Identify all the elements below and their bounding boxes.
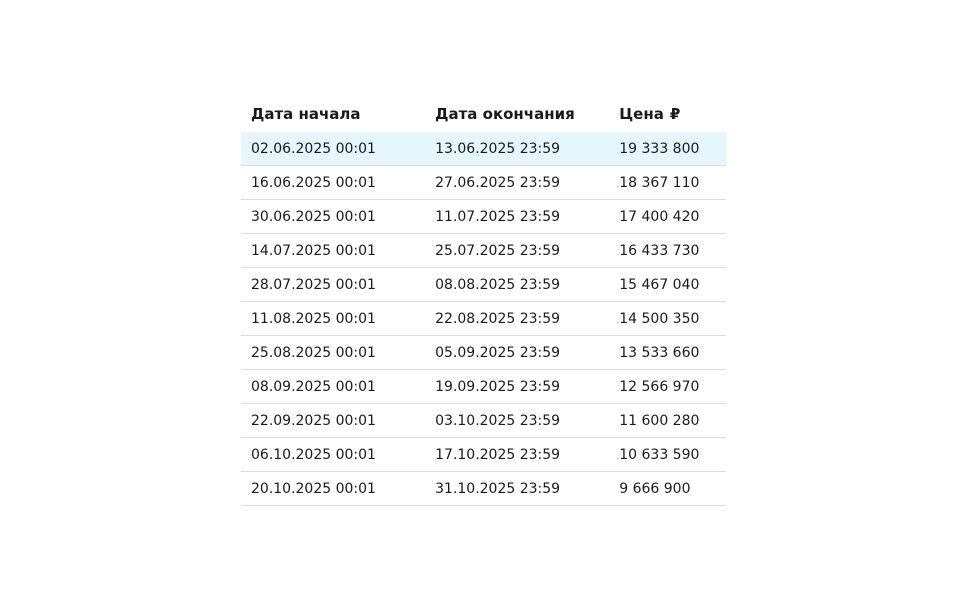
ruble-sign: ₽ — [669, 104, 681, 123]
header-price-label: Цена — [619, 104, 664, 123]
start-date-cell: 06.10.2025 00:01 — [241, 438, 425, 472]
end-date-cell: 11.07.2025 23:59 — [425, 200, 609, 234]
price-cell: 16 433 730 — [609, 234, 726, 268]
table-row — [241, 438, 726, 472]
start-date-cell: 14.07.2025 00:01 — [241, 234, 425, 268]
table-row — [241, 370, 726, 404]
end-date-cell: 13.06.2025 23:59 — [425, 132, 609, 166]
end-date-cell: 05.09.2025 23:59 — [425, 336, 609, 370]
header-row — [241, 95, 726, 132]
price-cell: 11 600 280 — [609, 404, 726, 438]
table-row — [241, 336, 726, 370]
price-cell: 13 533 660 — [609, 336, 726, 370]
table-header — [241, 95, 726, 132]
end-date-cell: 27.06.2025 23:59 — [425, 166, 609, 200]
start-date-cell: 28.07.2025 00:01 — [241, 268, 425, 302]
end-date-cell: 03.10.2025 23:59 — [425, 404, 609, 438]
start-date-cell: 02.06.2025 00:01 — [241, 132, 425, 166]
table-row — [241, 302, 726, 336]
end-date-cell: 19.09.2025 23:59 — [425, 370, 609, 404]
start-date-cell: 20.10.2025 00:01 — [241, 472, 425, 506]
start-date-cell: 25.08.2025 00:01 — [241, 336, 425, 370]
start-date-cell: 22.09.2025 00:01 — [241, 404, 425, 438]
table-row — [241, 200, 726, 234]
price-cell: 17 400 420 — [609, 200, 726, 234]
table-row — [241, 404, 726, 438]
table-row — [241, 472, 726, 506]
price-cell: 10 633 590 — [609, 438, 726, 472]
table-row — [241, 268, 726, 302]
start-date-cell: 11.08.2025 00:01 — [241, 302, 425, 336]
price-cell: 15 467 040 — [609, 268, 726, 302]
header-end-date: Дата окончания — [435, 104, 575, 123]
price-cell: 14 500 350 — [609, 302, 726, 336]
price-cell: 9 666 900 — [609, 472, 726, 506]
price-schedule-table — [241, 95, 726, 506]
end-date-cell: 31.10.2025 23:59 — [425, 472, 609, 506]
start-date-cell: 30.06.2025 00:01 — [241, 200, 425, 234]
table-row — [241, 166, 726, 200]
end-date-cell: 22.08.2025 23:59 — [425, 302, 609, 336]
price-cell: 18 367 110 — [609, 166, 726, 200]
table-row — [241, 132, 726, 166]
header-start-date: Дата начала — [251, 104, 361, 123]
header-price — [609, 95, 726, 132]
price-cell: 12 566 970 — [609, 370, 726, 404]
end-date-cell: 17.10.2025 23:59 — [425, 438, 609, 472]
price-cell: 19 333 800 — [609, 132, 726, 166]
table-body — [241, 132, 726, 506]
table-row — [241, 234, 726, 268]
end-date-cell: 08.08.2025 23:59 — [425, 268, 609, 302]
start-date-cell: 08.09.2025 00:01 — [241, 370, 425, 404]
start-date-cell: 16.06.2025 00:01 — [241, 166, 425, 200]
end-date-cell: 25.07.2025 23:59 — [425, 234, 609, 268]
